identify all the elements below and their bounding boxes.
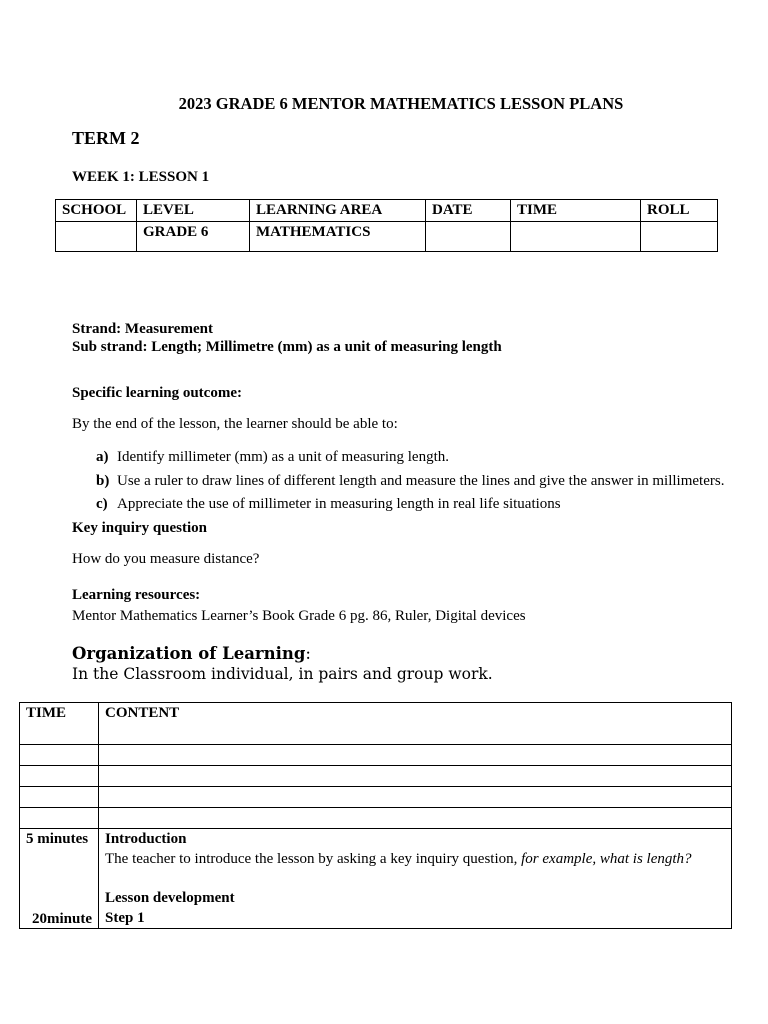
week-lesson-heading: WEEK 1: LESSON 1 — [72, 169, 210, 185]
header-date: DATE — [426, 200, 511, 222]
list-item — [96, 493, 724, 517]
sub-strand: Sub strand: Length; Millimetre (mm) as a unit of measuring length — [72, 339, 502, 355]
empty-cell — [99, 745, 732, 766]
table-row-introduction — [20, 829, 732, 929]
intro-time: 5 minutes — [26, 831, 89, 847]
intro-paragraph — [105, 849, 731, 869]
step-heading: Step 1 — [105, 910, 145, 926]
empty-cell — [99, 787, 732, 808]
list-item — [96, 470, 724, 494]
value-date — [426, 222, 511, 252]
list-letter: a) — [96, 449, 109, 465]
resources-text: Mentor Mathematics Learner’s Book Grade 6 pg. 86, Ruler, Digital devices — [72, 608, 526, 624]
header-time: TIME — [511, 200, 641, 222]
intro-example: for example, what is length? — [521, 851, 692, 867]
info-table-header-row — [56, 200, 718, 222]
resources-heading: Learning resources: — [72, 587, 201, 603]
time-cell-inner — [26, 829, 98, 928]
value-school — [56, 222, 137, 252]
empty-cell — [20, 745, 99, 766]
development-heading: Lesson development — [105, 890, 235, 906]
outcome-list — [96, 446, 724, 517]
header-time-col: TIME — [20, 703, 99, 745]
intro-heading: Introduction — [105, 831, 187, 847]
term-heading: TERM 2 — [72, 128, 140, 148]
spacer — [105, 869, 731, 888]
empty-cell — [20, 787, 99, 808]
content-cell — [99, 829, 732, 929]
header-content-col: CONTENT — [99, 703, 732, 745]
lesson-content-table — [19, 702, 732, 929]
organization-text: In the Classroom individual, in pairs and group work. — [72, 665, 493, 683]
content-table-header-row — [20, 703, 732, 745]
header-roll: ROLL — [641, 200, 718, 222]
empty-cell — [20, 766, 99, 787]
table-row — [20, 745, 732, 766]
list-text: Identify millimeter (mm) as a unit of measuring length. — [117, 449, 449, 465]
list-text: Appreciate the use of millimeter in measuring length in real life situations — [117, 496, 561, 512]
value-level: GRADE 6 — [137, 222, 250, 252]
list-letter: b) — [96, 472, 110, 489]
lesson-info-table — [55, 199, 718, 252]
organization-heading-colon: : — [305, 644, 311, 663]
slo-intro: By the end of the lesson, the learner should be able to: — [72, 416, 398, 432]
kiq-text: How do you measure distance? — [72, 551, 260, 567]
development-time: 20minute — [32, 911, 92, 927]
empty-cell — [20, 808, 99, 829]
empty-cell — [99, 808, 732, 829]
list-text: Use a ruler to draw lines of different length and measure the lines and give the answer in millimeters. — [117, 472, 725, 489]
value-time — [511, 222, 641, 252]
list-item — [96, 446, 724, 470]
header-level: LEVEL — [137, 200, 250, 222]
strand-block — [72, 320, 502, 356]
time-cell — [20, 829, 99, 929]
list-letter: c) — [96, 496, 108, 512]
value-learning-area: MATHEMATICS — [250, 222, 426, 252]
header-school: SCHOOL — [56, 200, 137, 222]
kiq-heading: Key inquiry question — [72, 520, 208, 536]
table-row — [20, 766, 732, 787]
strand: Strand: Measurement — [72, 321, 213, 337]
organization-heading — [72, 644, 311, 663]
organization-heading-text: Organization of Learning — [72, 644, 306, 663]
empty-cell — [99, 766, 732, 787]
page-title: 2023 GRADE 6 MENTOR MATHEMATICS LESSON PLANS — [178, 94, 624, 113]
intro-text: The teacher to introduce the lesson by asking a key inquiry question, — [105, 851, 522, 867]
info-table-value-row — [56, 222, 718, 252]
table-row — [20, 808, 732, 829]
value-roll — [641, 222, 718, 252]
slo-heading: Specific learning outcome: — [72, 385, 242, 401]
header-learning-area: LEARNING AREA — [250, 200, 426, 222]
table-row — [20, 787, 732, 808]
